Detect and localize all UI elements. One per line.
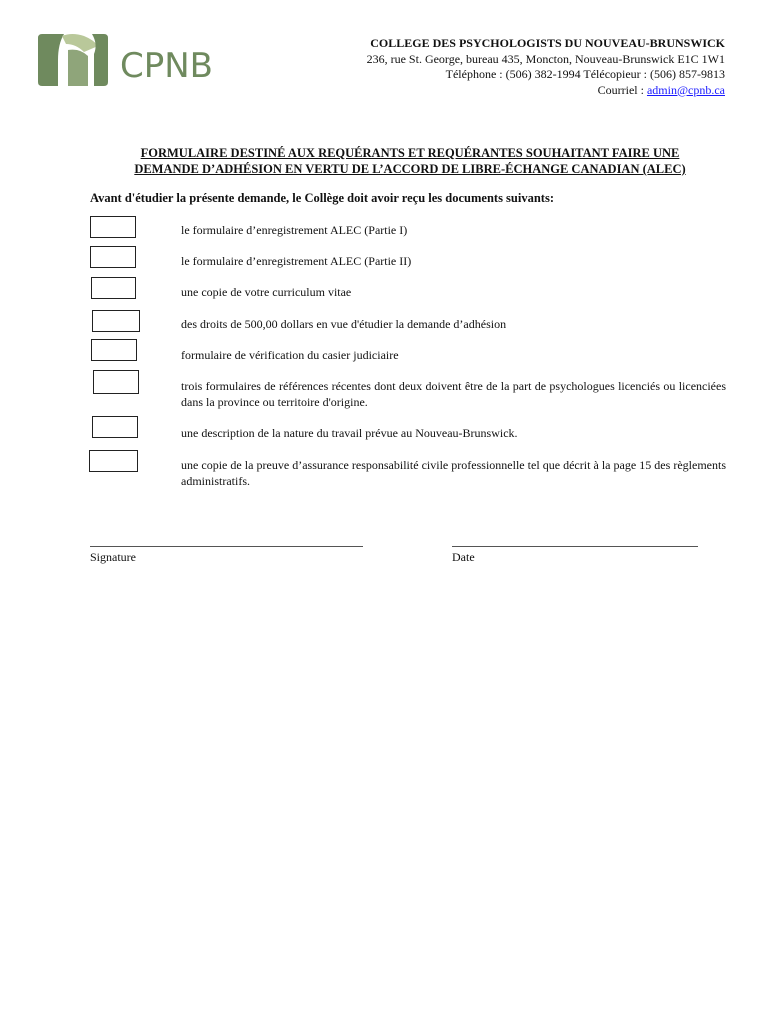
signature-label: Signature [90, 550, 136, 564]
checklist-item-label: une description de la nature du travail prévue au Nouveau-Brunswick. [181, 426, 518, 440]
checklist-item-label: le formulaire d’enregistrement ALEC (Partie I) [181, 223, 408, 237]
form-title [90, 145, 730, 177]
checkbox[interactable] [91, 277, 136, 299]
checkbox[interactable] [90, 216, 136, 238]
checkbox[interactable] [89, 450, 138, 472]
checklist-item-label: trois formulaires de références récentes dont deux doivent être de la part de psychologues licenciés ou licenciées dans la province ou territoire d'origine. [181, 379, 726, 409]
org-phone: Téléphone : (506) 382-1994 Télécopieur : (506) 857-9813 [445, 67, 725, 81]
intro-text: Avant d'étudier la présente demande, le Collège doit avoir reçu les documents suivants: [90, 191, 554, 205]
org-email-line [367, 83, 725, 99]
form-title-line-2: DEMANDE D’ADHÉSION EN VERTU DE L’ACCORD DE LIBRE-ÉCHANGE CANADIAN (ALEC) [134, 162, 686, 176]
checklist-item-label: des droits de 500,00 dollars en vue d'étudier la demande d’adhésion [181, 317, 507, 331]
checkbox[interactable] [92, 416, 138, 438]
checklist-item-label: le formulaire d’enregistrement ALEC (Partie II) [181, 254, 412, 268]
org-address: 236, rue St. George, bureau 435, Moncton, Nouveau-Brunswick E1C 1W1 [366, 51, 725, 66]
checkbox[interactable] [93, 370, 139, 394]
checkbox[interactable] [91, 339, 137, 361]
cpnb-leaf-logo-icon [36, 30, 216, 90]
letterhead [367, 36, 725, 98]
date-label: Date [452, 550, 475, 564]
checklist-item-label: une copie de votre curriculum vitae [181, 285, 352, 299]
svg-text:CPNB: CPNB [120, 46, 214, 86]
date-line[interactable] [452, 546, 698, 547]
form-title-line-1: FORMULAIRE DESTINÉ AUX REQUÉRANTS ET REQUÉRANTES SOUHAITANT FAIRE UNE [140, 146, 680, 160]
email-label: Courriel : [597, 82, 647, 97]
checklist-item-label: une copie de la preuve d’assurance responsabilité civile professionnelle tel que décrit à la page 15 des règlements administratifs. [181, 458, 726, 488]
signature-line[interactable] [90, 546, 363, 547]
org-name: COLLEGE DES PSYCHOLOGISTS DU NOUVEAU-BRUNSWICK [370, 36, 725, 50]
checkbox[interactable] [92, 310, 140, 332]
checkbox[interactable] [90, 246, 136, 268]
cpnb-logo [36, 30, 216, 90]
email-link[interactable]: admin@cpnb.ca [646, 82, 725, 97]
checklist-item-label: formulaire de vérification du casier judiciaire [181, 348, 399, 362]
